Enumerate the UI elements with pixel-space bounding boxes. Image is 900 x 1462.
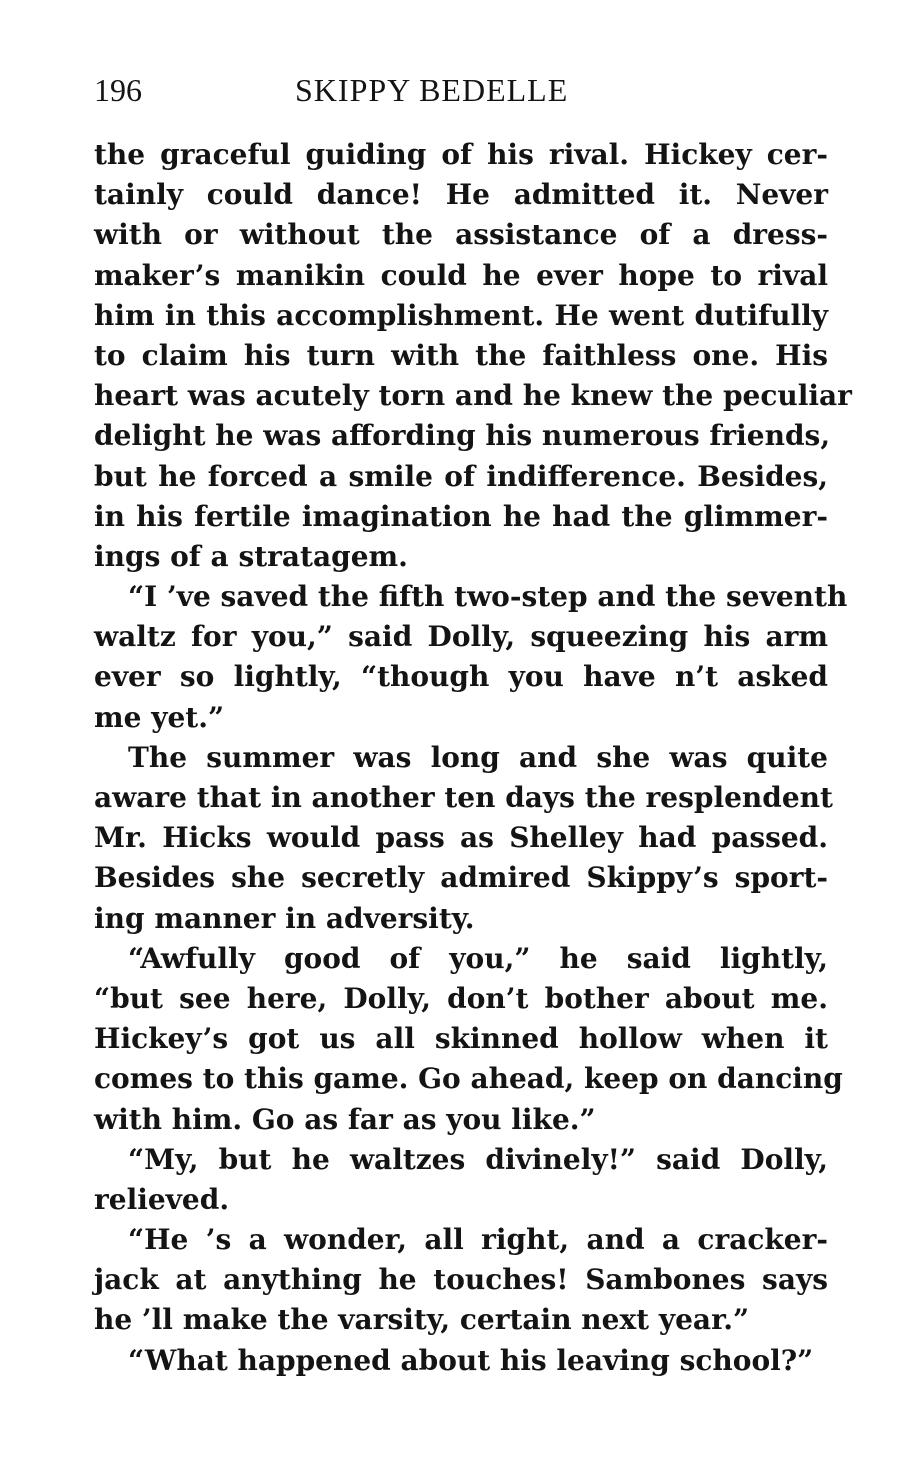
text-line: aware that in another ten days the resplendent [94, 781, 833, 814]
body-text [94, 135, 852, 1381]
text-line: “What happened about his leaving school?” [128, 1343, 814, 1377]
text-line: ever so lightly, “though you have n’t asked [94, 660, 828, 694]
text-line: tainly could dance! He admitted it. Never [94, 178, 828, 212]
paragraph [94, 577, 848, 738]
paragraph [94, 1220, 828, 1341]
text-line: Mr. Hicks would pass as Shelley had passed. [94, 821, 828, 855]
text-line: waltz for you,” said Dolly, squeezing his arm [94, 620, 828, 654]
text-line: heart was acutely torn and he knew the peculiar [94, 379, 852, 413]
running-title: SKIPPY BEDELLE [295, 72, 569, 108]
text-line: to claim his turn with the faithless one. His [94, 338, 828, 372]
page-number: 196 [94, 72, 142, 108]
text-line: The summer was long and she was quite [128, 740, 828, 774]
text-line: with or without the assistance of a dress- [94, 218, 828, 252]
text-line: relieved. [94, 1182, 230, 1216]
text-line: maker’s manikin could he ever hope to rival [94, 258, 828, 292]
text-line: jack at anything he touches! Sambones says [94, 1263, 828, 1297]
text-line: him in this accomplishment. He went dutifully [94, 298, 828, 332]
text-line: he ’ll make the varsity, certain next year.” [94, 1303, 750, 1337]
text-line: Hickey’s got us all skinned hollow when it [94, 1022, 828, 1056]
text-line: “He ’s a wonder, all right, and a cracker- [128, 1223, 828, 1257]
text-line: but he forced a smile of indifference. Besides, [94, 459, 828, 493]
paragraph [94, 738, 833, 939]
text-line: delight he was affording his numerous friends, [94, 419, 831, 453]
text-line: “My, but he waltzes divinely!” said Dolly, [128, 1142, 828, 1176]
paragraph [94, 939, 843, 1140]
text-line: “Awfully good of you,” he said lightly, [128, 941, 828, 975]
text-line: ings of a stratagem. [94, 539, 408, 573]
text-line: ing manner in adversity. [94, 901, 475, 935]
text-line: “but see here, Dolly, don’t bother about me. [94, 981, 828, 1015]
text-line: in his fertile imagination he had the glimmer- [94, 499, 828, 533]
text-line: with him. Go as far as you like.” [94, 1102, 596, 1136]
running-head [94, 68, 828, 112]
text-line: the graceful guiding of his rival. Hickey cer- [94, 138, 828, 171]
paragraph [94, 1140, 828, 1220]
text-line: comes to this game. Go ahead, keep on dancing [94, 1062, 843, 1096]
text-line: me yet.” [94, 700, 225, 734]
paragraph [94, 135, 852, 577]
text-line: Besides she secretly admired Skippy’s sport- [94, 861, 828, 895]
text-line: “I ’ve saved the fifth two-step and the seventh [128, 580, 848, 614]
paragraph [94, 1341, 828, 1381]
